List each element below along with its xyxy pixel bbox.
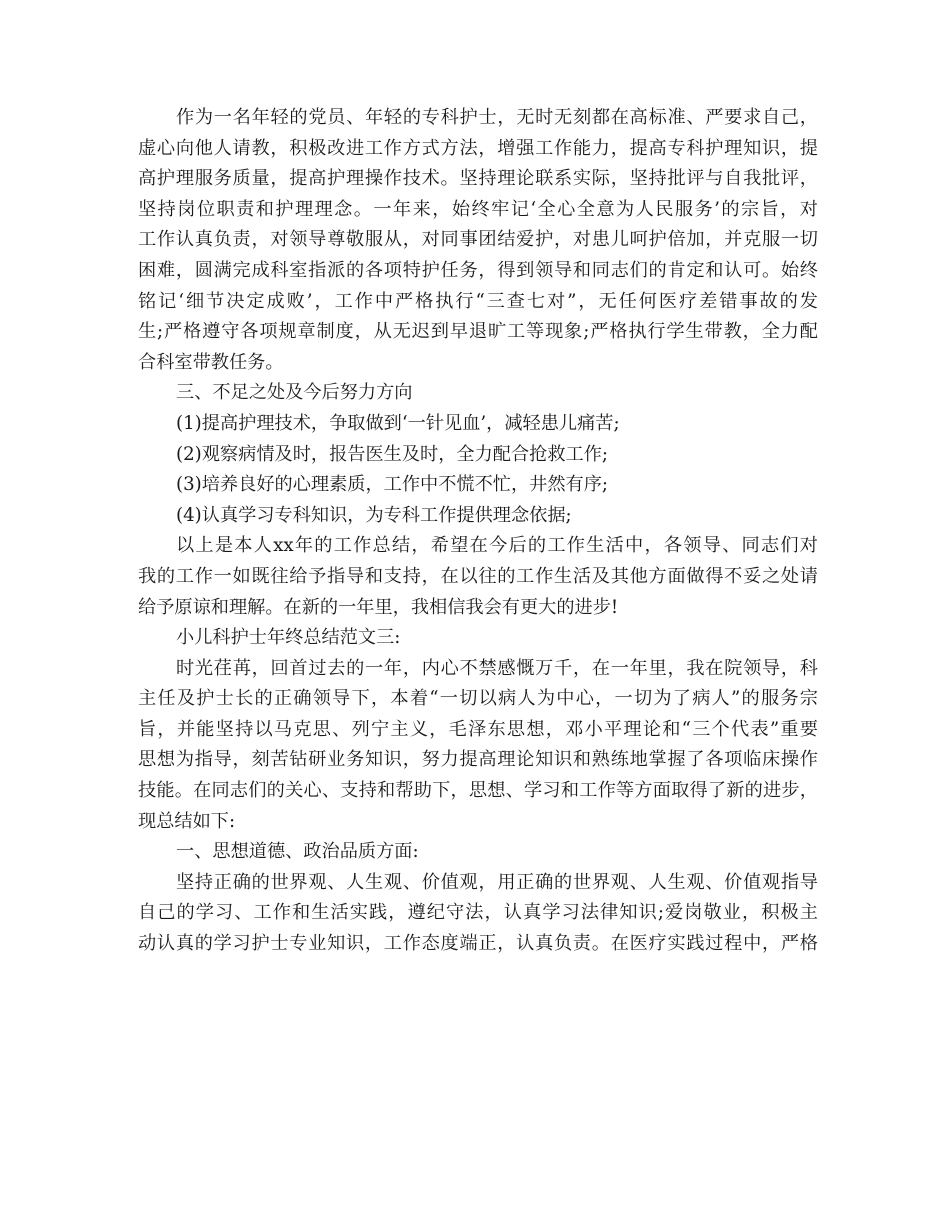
paragraph-line: 工作认真负责，对领导尊敬服从，对同事团结爱护，对患儿呵护倍加，并克服一切 [138,229,818,251]
paragraph-line: 坚持正确的世界观、人生观、价值观，用正确的世界观、人生观、价值观指导 [176,871,818,893]
paragraph-line: 作为一名年轻的党员、年轻的专科护士，无时无刻都在高标准、严要求自己， [176,107,818,128]
paragraph-line: 时光荏苒，回首过去的一年，内心不禁感慨万千，在一年里，我在院领导，科 [176,657,818,679]
paragraph-line: 给予原谅和理解。在新的一年里，我相信我会有更大的进步! [138,596,619,618]
list-item: (2)观察病情及时，报告医生及时，全力配合抢救工作; [176,443,609,465]
paragraph-line: 虚心向他人请教，积极改进工作方式方法，增强工作能力，提高专科护理知识，提 [138,137,818,159]
section-heading: 三、不足之处及今后努力方向 [176,382,413,404]
paragraph-line: 生;严格遵守各项规章制度，从无迟到早退旷工等现象;严格执行学生带教，全力配 [138,321,818,343]
list-item: (4)认真学习专科知识，为专科工作提供理念依据; [176,504,572,526]
paragraph-line: 技能。在同志们的关心、支持和帮助下，思想、学习和工作等方面取得了新的进步， [138,780,818,802]
paragraph-line: 高护理服务质量，提高护理操作技术。坚持理论联系实际，坚持批评与自我批评， [138,168,818,190]
paragraph-line: 合科室带教任务。 [138,351,284,373]
paragraph-line: 现总结如下: [138,810,236,832]
paragraph-line: 动认真的学习护士专业知识，工作态度端正，认真负责。在医疗实践过程中，严格 [138,933,818,955]
paragraph-line: 以上是本人xx年的工作总结，希望在今后的工作生活中，各领导、同志们对 [176,535,818,557]
list-item: (1)提高护理技术，争取做到‘一针见血’，减轻患儿痛苦; [176,412,620,434]
paragraph-line: 旨，并能坚持以马克思、列宁主义，毛泽东思想，邓小平理论和“三个代表”重要 [138,718,818,740]
paragraph-line: 我的工作一如既往给予指导和支持，在以往的工作生活及其他方面做得不妥之处请 [138,565,818,587]
paragraph-line: 坚持岗位职责和护理理念。一年来，始终牢记‘全心全意为人民服务’的宗旨，对 [138,198,818,220]
paragraph-line: 铭记‘细节决定成败’，工作中严格执行“三查七对”，无任何医疗差错事故的发 [138,290,818,312]
section-heading: 一、思想道德、政治品质方面: [176,841,419,863]
document-body [138,103,818,960]
section-heading: 小儿科护士年终总结范文三: [176,627,401,649]
paragraph-line: 主任及护士长的正确领导下，本着“一切以病人为中心，一切为了病人”的服务宗 [138,688,818,710]
list-item: (3)培养良好的心理素质，工作中不慌不忙，井然有序; [176,474,609,496]
paragraph-line: 困难，圆满完成科室指派的各项特护任务，得到领导和同志们的肯定和认可。始终 [138,259,818,281]
paragraph-line: 自己的学习、工作和生活实践，遵纪守法，认真学习法律知识;爱岗敬业，积极主 [138,902,818,924]
paragraph-line: 思想为指导，刻苦钻研业务知识，努力提高理论知识和熟练地掌握了各项临床操作 [138,749,818,771]
